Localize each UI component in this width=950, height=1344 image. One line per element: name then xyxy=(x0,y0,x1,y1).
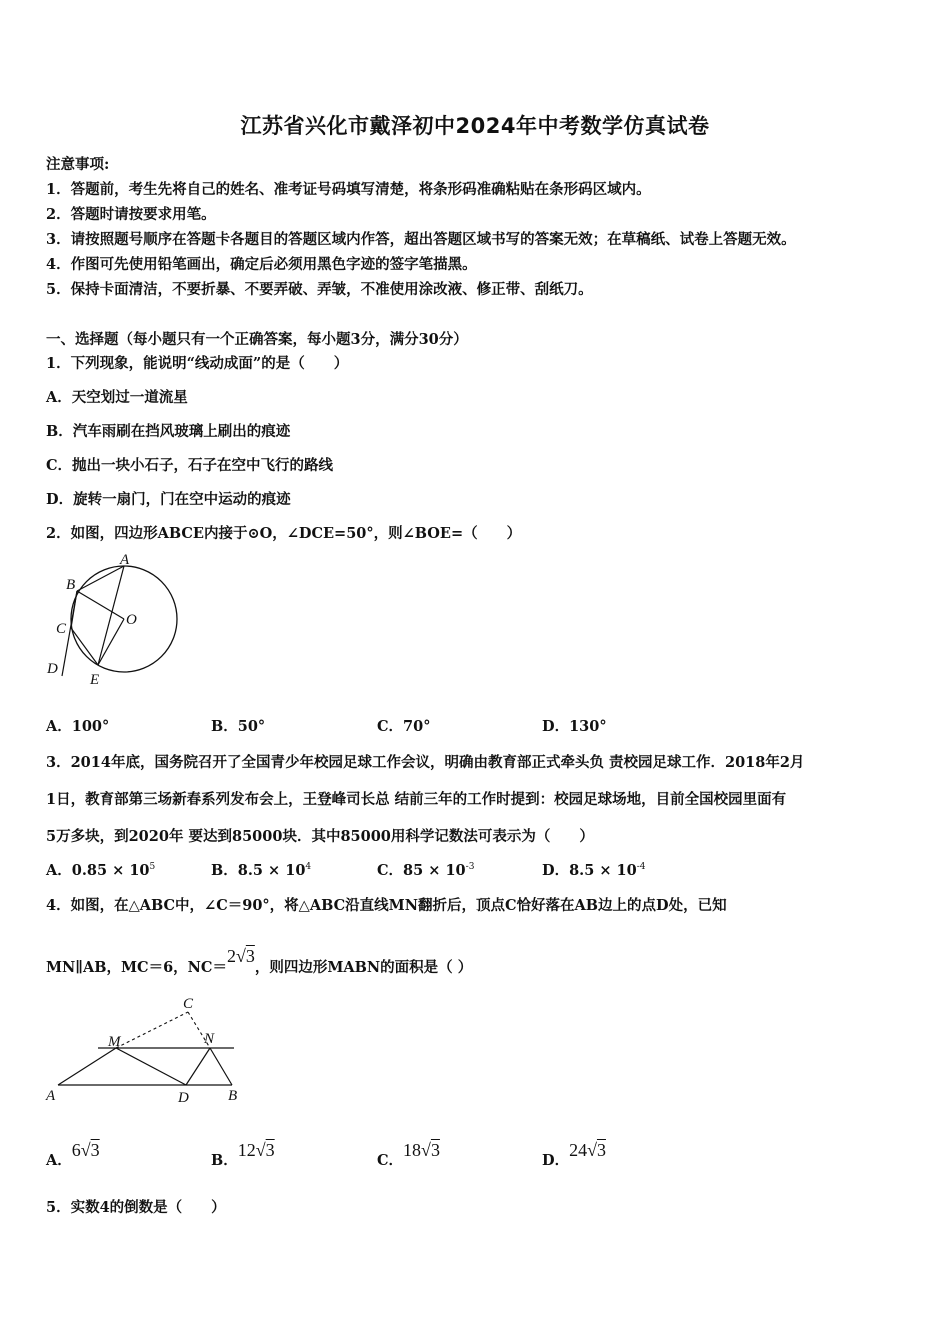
sqrt-sign: √ xyxy=(235,946,246,966)
notice-heading: 注意事项: xyxy=(46,156,110,173)
option-label: A． xyxy=(46,862,72,879)
question-4-option-d xyxy=(542,1140,606,1169)
coef: 18 xyxy=(403,1140,422,1160)
radicand: 3 xyxy=(596,1140,606,1160)
question-4-line-2 xyxy=(46,946,473,977)
option-base: 8.5 × 10 xyxy=(237,862,306,879)
segment-oe xyxy=(98,619,124,665)
segment-md xyxy=(116,1048,186,1085)
question-1-stem: 1．下列现象，能说明“线动成面”的是（ ） xyxy=(46,355,349,372)
question-4-option-a xyxy=(46,1140,100,1169)
question-4-option-b xyxy=(211,1140,275,1169)
question-2-option-b: B．50° xyxy=(211,718,266,735)
label-d: D xyxy=(178,1090,189,1106)
radicand: 3 xyxy=(245,946,255,966)
option-label: B． xyxy=(211,1152,238,1169)
coef: 6 xyxy=(71,1140,81,1160)
option-label: A． xyxy=(46,1152,72,1169)
page-title: 江苏省兴化市戴泽初中2024年中考数学仿真试卷 xyxy=(240,114,710,138)
label-o: O xyxy=(126,612,137,628)
question-2-circle-figure xyxy=(40,548,190,693)
option-exponent: 5 xyxy=(149,862,156,872)
segment-ae xyxy=(98,566,124,665)
question-4-option-c xyxy=(377,1140,440,1169)
label-c: C xyxy=(56,621,67,637)
label-d: D xyxy=(47,661,58,677)
question-2-option-c: C．70° xyxy=(377,718,431,735)
option-value: 18√3 xyxy=(403,1140,440,1160)
segment-ab xyxy=(77,566,124,591)
option-exponent: -4 xyxy=(636,862,646,872)
notice-item-5: 5．保持卡面清洁，不要折暴、不要弄破、弄皱，不准使用涂改液、修正带、刮纸刀。 xyxy=(46,281,593,298)
question-3-option-a xyxy=(46,859,155,880)
option-base: 85 × 10 xyxy=(403,862,466,879)
label-m: M xyxy=(108,1034,121,1050)
question-2-option-a: A．100° xyxy=(46,718,110,735)
label-a: A xyxy=(120,552,130,568)
nc-value xyxy=(227,946,255,966)
radicand: 3 xyxy=(265,1140,275,1160)
option-exponent: 4 xyxy=(305,862,312,872)
segment-nb xyxy=(210,1048,232,1085)
option-base: 0.85 × 10 xyxy=(71,862,150,879)
option-value: 12√3 xyxy=(237,1140,275,1160)
line-text: ，则四边形MABN的面积是（ ） xyxy=(254,959,473,976)
segment-dn xyxy=(186,1048,210,1085)
question-5-stem: 5．实数4的倒数是（ ） xyxy=(46,1199,226,1216)
question-4-triangle-figure xyxy=(40,990,250,1110)
question-4-line-1: 4．如图，在△ABC中，∠C＝90°，将△ABC沿直线MN翻折后，顶点C恰好落在AB边上的点D处，已知 xyxy=(46,897,727,914)
segment-mc-dashed xyxy=(116,1012,188,1048)
question-3-option-d xyxy=(542,859,646,880)
option-label: D． xyxy=(542,862,570,879)
question-1-option-b: B．汽车雨刷在挡风玻璃上刷出的痕迹 xyxy=(46,423,291,440)
label-b: B xyxy=(66,577,76,593)
coef: 2 xyxy=(226,946,236,966)
option-base: 8.5 × 10 xyxy=(569,862,637,879)
option-value: 6√3 xyxy=(71,1140,100,1160)
option-label: B． xyxy=(211,862,238,879)
question-2-option-d: D．130° xyxy=(542,718,607,735)
notice-item-1: 1．答题前，考生先将自己的姓名、准考证号码填写清楚，将条形码准确粘贴在条形码区域内。 xyxy=(46,181,651,198)
notice-item-3: 3．请按照题号顺序在答题卡各题目的答题区域内作答，超出答题区域书写的答案无效；在草稿纸、试卷上答题无效。 xyxy=(46,231,796,248)
radicand: 3 xyxy=(430,1140,440,1160)
segment-ce xyxy=(71,628,98,665)
label-b: B xyxy=(228,1088,238,1104)
question-3-line-2: 1日，教育部第三场新春系列发布会上，王登峰司长总 结前三年的工作时提到：校园足球场地，目前全国校园里面有 xyxy=(46,791,787,808)
question-3-option-c xyxy=(377,859,474,880)
label-c: C xyxy=(183,996,194,1012)
option-label: D． xyxy=(542,1152,570,1169)
question-3-option-b xyxy=(211,859,311,880)
line-text: MN∥AB，MC＝6，NC＝ xyxy=(46,959,227,976)
option-label: C． xyxy=(377,1152,404,1169)
option-label: C． xyxy=(377,862,404,879)
radicand: 3 xyxy=(90,1140,100,1160)
segment-am xyxy=(58,1048,116,1085)
question-3-line-1: 3．2014年底，国务院召开了全国青少年校园足球工作会议，明确由教育部正式牵头负 责校园足球工作．2018年2月 xyxy=(46,754,805,771)
label-n: N xyxy=(204,1031,215,1047)
question-1-option-a: A．天空划过一道流星 xyxy=(46,389,188,406)
label-e: E xyxy=(90,672,100,688)
section-heading: 一、选择题（每小题只有一个正确答案，每小题3分，满分30分） xyxy=(46,331,468,348)
notice-item-2: 2．答题时请按要求用笔。 xyxy=(46,206,216,223)
option-exponent: -3 xyxy=(465,862,475,872)
coef: 24 xyxy=(569,1140,588,1160)
question-1-option-c: C．抛出一块小石子，石子在空中飞行的路线 xyxy=(46,457,334,474)
question-1-option-d: D．旋转一扇门，门在空中运动的痕迹 xyxy=(46,491,291,508)
coef: 12 xyxy=(237,1140,256,1160)
question-3-line-3: 5万多块，到2020年 要达到85000块．其中85000用科学记数法可表示为（ ） xyxy=(46,828,594,845)
option-value: 24√3 xyxy=(569,1140,606,1160)
notice-item-4: 4．作图可先使用铅笔画出，确定后必须用黑色字迹的签字笔描黑。 xyxy=(46,256,477,273)
label-a: A xyxy=(46,1088,56,1104)
question-2-stem: 2．如图，四边形ABCE内接于⊙O，∠DCE=50°，则∠BOE=（ ） xyxy=(46,525,522,542)
